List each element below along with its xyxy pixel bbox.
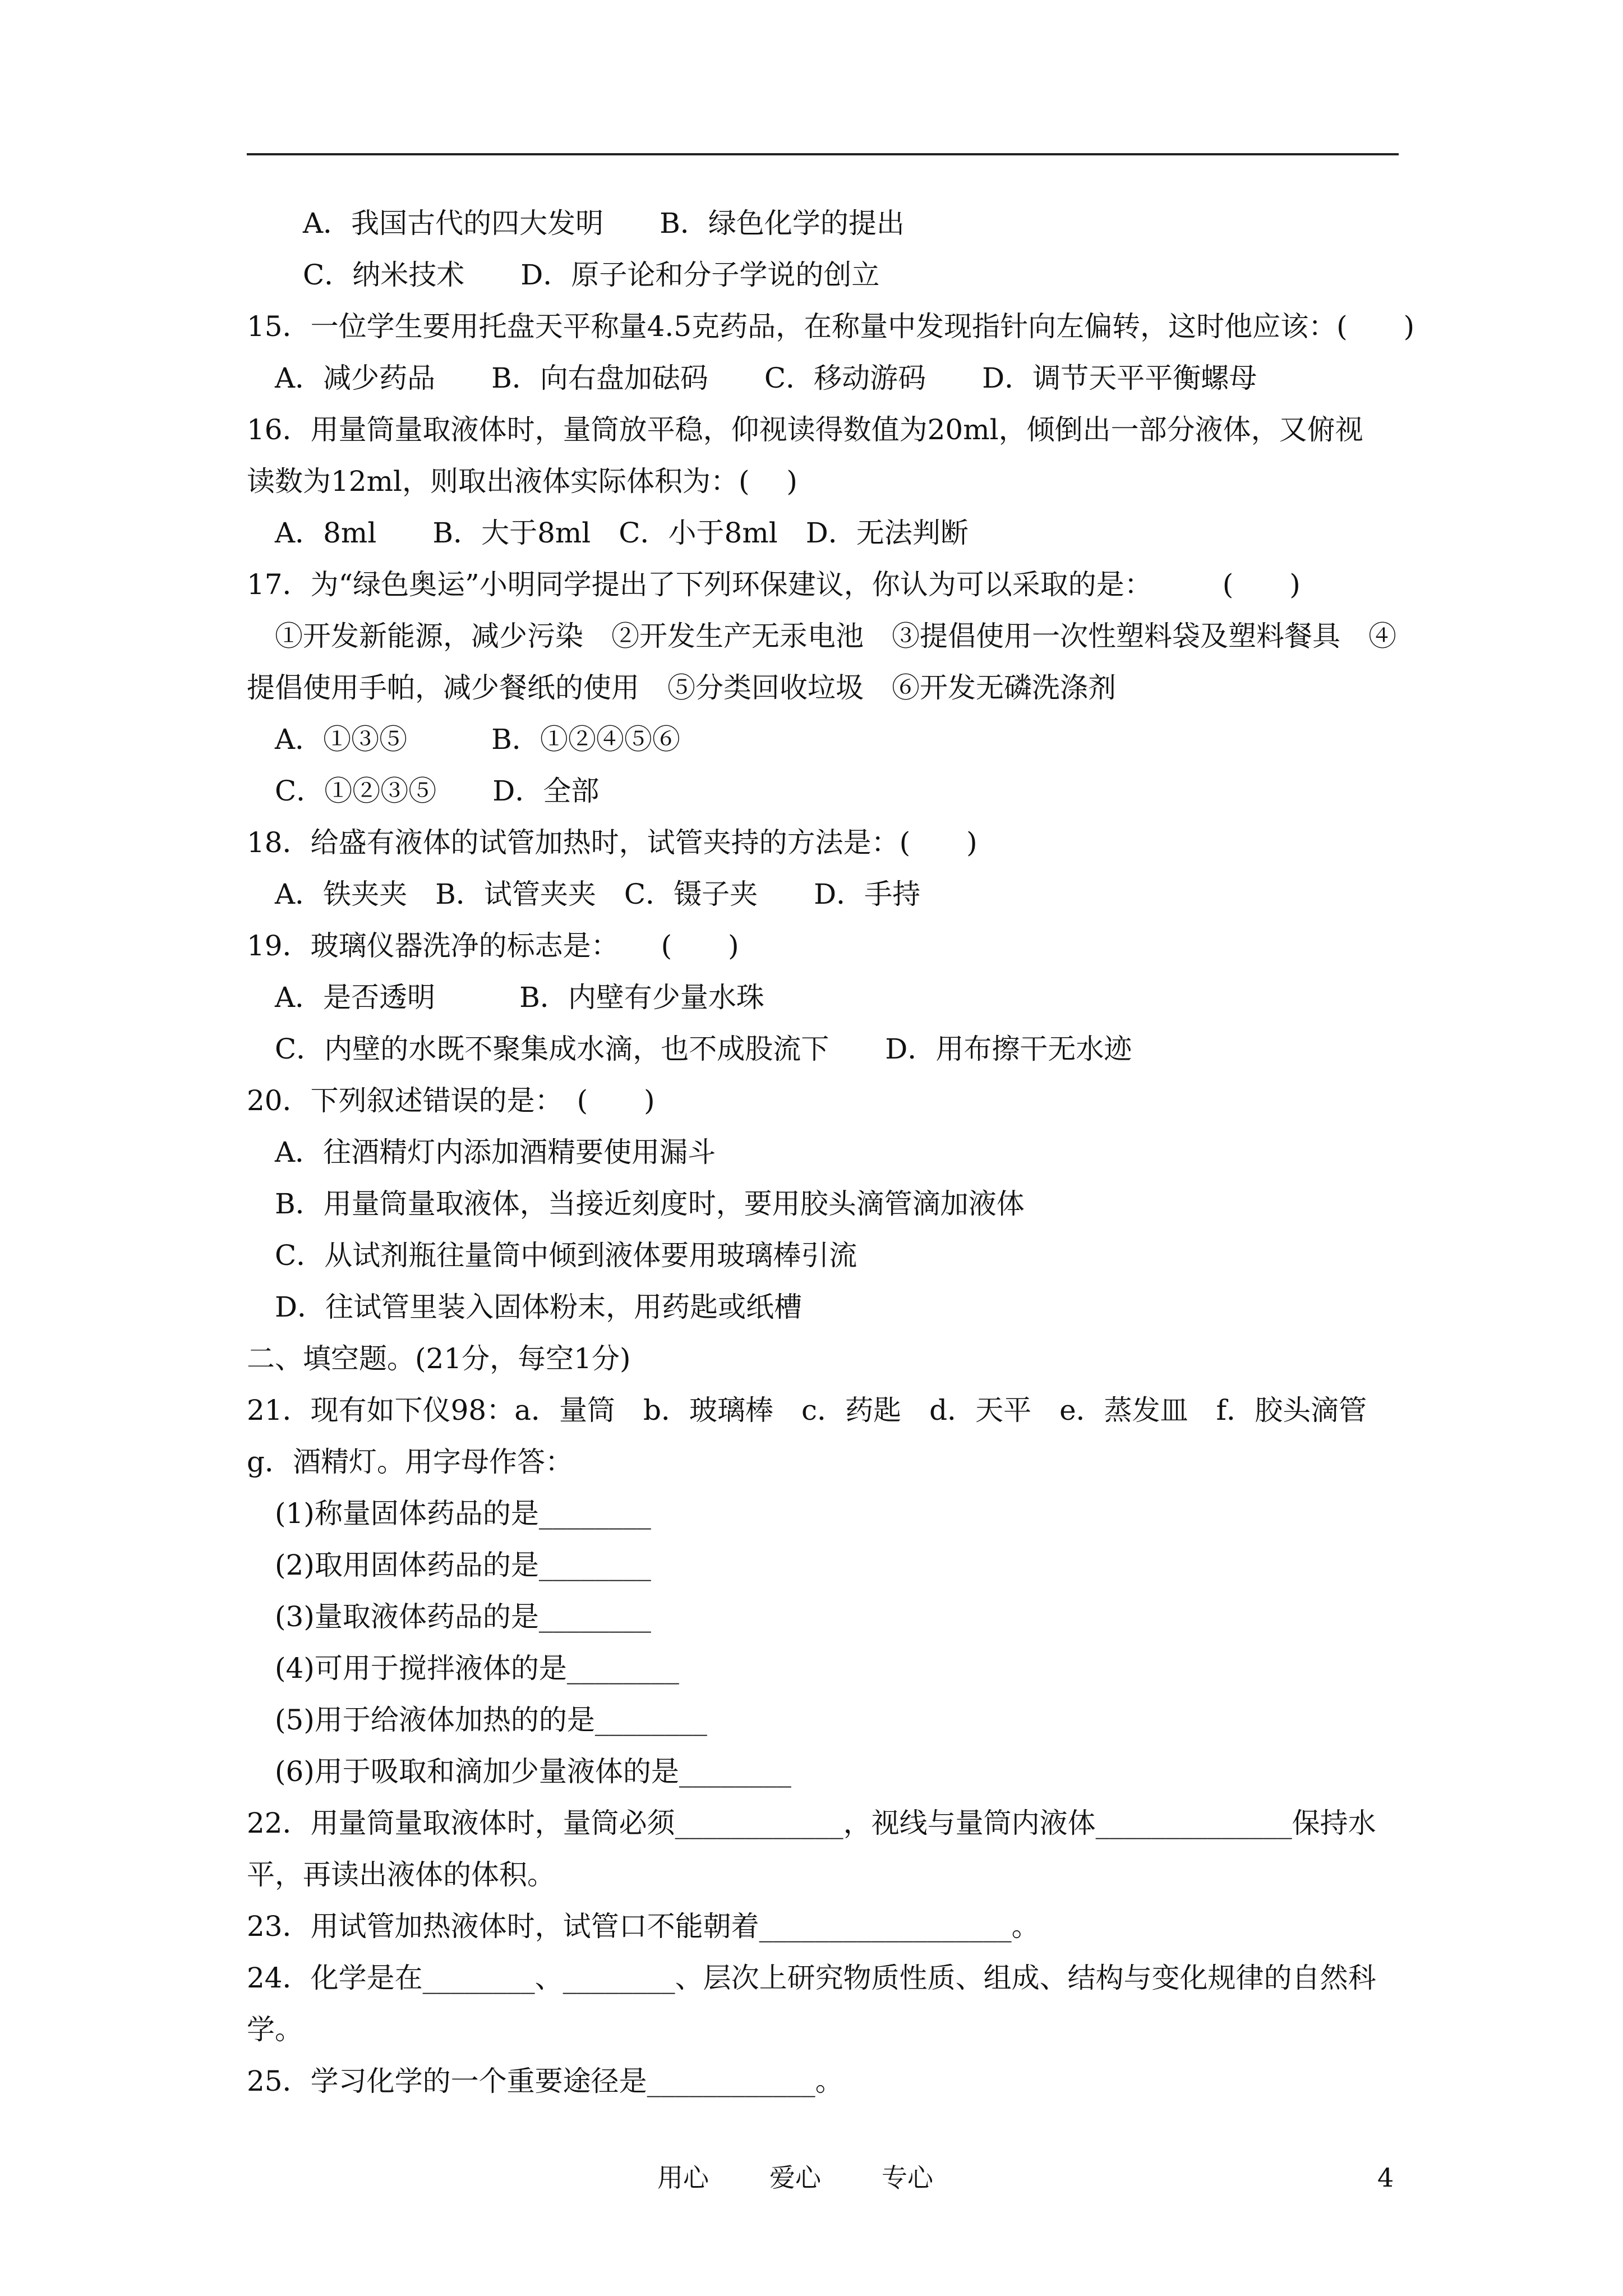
q16-stem-line2: 读数为12ml，则取出液体实际体积为：( ): [247, 465, 797, 498]
q20-option-b: B．用量筒量取液体，当接近刻度时，要用胶头滴管滴加液体: [275, 1188, 1025, 1220]
q18-stem: 18．给盛有液体的试管加热时，试管夹持的方法是：( ): [247, 826, 978, 859]
q14-options-cd: C．纳米技术 D．原子论和分子学说的创立: [303, 259, 880, 291]
q17-stem: 17．为“绿色奥运”小明同学提出了下列环保建议，你认为可以采取的是： ( ): [247, 568, 1301, 601]
q23: 23．用试管加热液体时，试管口不能朝着__________________。: [247, 1910, 1040, 1943]
q20-option-a: A．往酒精灯内添加酒精要使用漏斗: [275, 1136, 716, 1168]
q17-options-ab: A．①③⑤ B．①②④⑤⑥: [275, 723, 680, 756]
q19-options-ab: A．是否透明 B．内壁有少量水珠: [275, 981, 764, 1014]
q19-options-cd: C．内壁的水既不聚集成水滴，也不成股流下 D．用布擦干无水迹: [275, 1033, 1132, 1065]
q15-options: A．减少药品 B．向右盘加砝码 C．移动游码 D．调节天平平衡螺母: [275, 362, 1257, 394]
q21-blank-2: (2)取用固体药品的是________: [275, 1549, 651, 1581]
q21-blank-5: (5)用于给液体加热的的是________: [275, 1704, 707, 1736]
q24-line1: 24．化学是在________、________、层次上研究物质性质、组成、结构与变化规律的自然科: [247, 1962, 1376, 1994]
q19-stem: 19．玻璃仪器洗净的标志是： ( ): [247, 930, 739, 962]
footer-motto-2: 爱心: [769, 2162, 821, 2193]
q15-stem: 15．一位学生要用托盘天平称量4.5克药品，在称量中发现指针向左偏转，这时他应该：( ): [247, 310, 1415, 343]
q20-stem: 20．下列叙述错误的是： ( ): [247, 1084, 655, 1117]
q21-blank-1: (1)称量固体药品的是________: [275, 1497, 651, 1530]
q17-options-cd: C．①②③⑤ D．全部: [275, 775, 600, 807]
q18-options: A．铁夹夹 B．试管夹夹 C．镊子夹 D．手持: [275, 878, 921, 910]
q22-line2: 平，再读出液体的体积。: [247, 1858, 555, 1891]
header-rule: [247, 153, 1399, 155]
q22-line1: 22．用量筒量取液体时，量筒必须____________，视线与量筒内液体______________保持水: [247, 1807, 1376, 1839]
q14-options-ab: A．我国古代的四大发明 B．绿色化学的提出: [303, 207, 905, 240]
q16-options: A．8ml B．大于8ml C．小于8ml D．无法判断: [275, 517, 969, 549]
page-number: 4: [1377, 2162, 1394, 2193]
q21-stem-line1: 21．现有如下仪98：a．量筒 b．玻璃棒 c．药匙 d．天平 e．蒸发皿 f．胶头滴管: [247, 1394, 1367, 1427]
q21-blank-3: (3)量取液体药品的是________: [275, 1600, 651, 1633]
q25: 25．学习化学的一个重要途径是____________。: [247, 2065, 843, 2097]
q17-items-line1: ①开发新能源，减少污染 ②开发生产无汞电池 ③提倡使用一次性塑料袋及塑料餐具 ④: [275, 620, 1396, 652]
footer-motto-1: 用心: [657, 2162, 709, 2193]
q20-option-c: C．从试剂瓶往量筒中倾到液体要用玻璃棒引流: [275, 1239, 857, 1272]
section-fill-in-heading: 二、填空题。(21分，每空1分): [247, 1342, 631, 1375]
q24-line2: 学。: [247, 2013, 303, 2046]
q17-items-line2: 提倡使用手帕，减少餐纸的使用 ⑤分类回收垃圾 ⑥开发无磷洗涤剂: [247, 671, 1116, 704]
q21-blank-6: (6)用于吸取和滴加少量液体的是________: [275, 1755, 791, 1788]
footer-motto-3: 专心: [882, 2162, 933, 2193]
q20-option-d: D．往试管里装入固体粉末，用药匙或纸槽: [275, 1291, 803, 1323]
q16-stem-line1: 16．用量筒量取液体时，量筒放平稳，仰视读得数值为20ml，倾倒出一部分液体，又俯视: [247, 413, 1363, 446]
q21-stem-line2: g．酒精灯。用字母作答：: [247, 1446, 574, 1478]
q21-blank-4: (4)可用于搅拌液体的是________: [275, 1652, 679, 1685]
